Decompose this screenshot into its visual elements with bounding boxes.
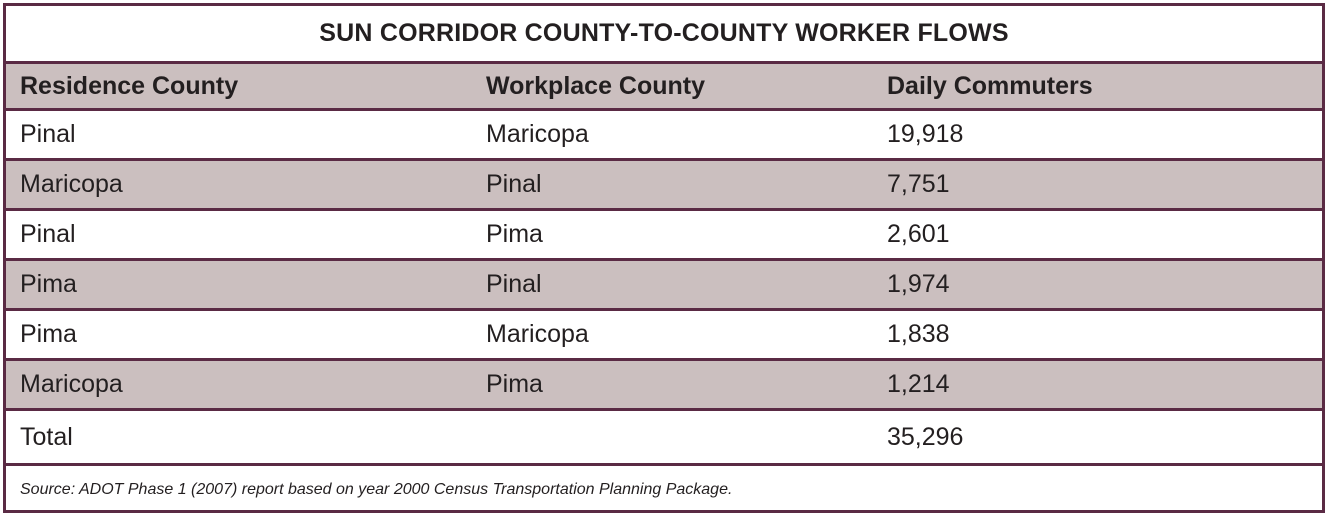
table-row <box>6 161 1322 211</box>
commuters-cell: 19,918 <box>887 120 964 148</box>
table-row <box>6 311 1322 361</box>
source-note: Source: ADOT Phase 1 (2007) report based on year 2000 Census Transportation Planning Package. <box>20 481 733 498</box>
commuters-cell: 2,601 <box>887 220 950 248</box>
workplace-cell: Pinal <box>486 270 542 298</box>
table-frame <box>3 3 1325 513</box>
total-label: Total <box>20 422 73 451</box>
table-row <box>6 211 1322 261</box>
table-total-row <box>6 411 1322 466</box>
table-row <box>6 261 1322 311</box>
table-row <box>6 111 1322 161</box>
table-title: SUN CORRIDOR COUNTY-TO-COUNTY WORKER FLOWS <box>6 6 1322 64</box>
workplace-cell: Pima <box>486 370 543 398</box>
residence-cell: Maricopa <box>20 370 123 398</box>
table-header-row <box>6 64 1322 111</box>
residence-cell: Maricopa <box>20 170 123 198</box>
workplace-cell: Maricopa <box>486 320 589 348</box>
total-commuters: 35,296 <box>887 422 964 451</box>
residence-cell: Pinal <box>20 220 76 248</box>
header-daily-commuters: Daily Commuters <box>887 71 1093 100</box>
commuters-cell: 1,214 <box>887 370 950 398</box>
commuters-cell: 1,838 <box>887 320 950 348</box>
residence-cell: Pinal <box>20 120 76 148</box>
workplace-cell: Pinal <box>486 170 542 198</box>
header-workplace-county: Workplace County <box>486 71 706 100</box>
residence-cell: Pima <box>20 320 77 348</box>
commuters-cell: 1,974 <box>887 270 950 298</box>
workplace-cell: Maricopa <box>486 120 589 148</box>
table-row <box>6 361 1322 411</box>
residence-cell: Pima <box>20 270 77 298</box>
commuters-cell: 7,751 <box>887 170 950 198</box>
header-residence-county: Residence County <box>20 71 239 100</box>
workplace-cell: Pima <box>486 220 543 248</box>
